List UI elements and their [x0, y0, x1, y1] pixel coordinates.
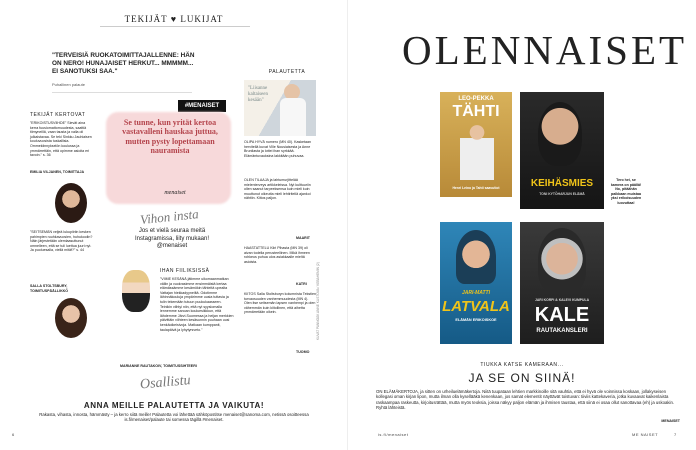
book-figure [538, 102, 582, 166]
handwriting-title: Osallistu [139, 373, 192, 393]
book-figure [456, 230, 496, 284]
footer-brand: ME NAISET [632, 432, 659, 437]
pink-quote: Se tunne, kun yrität kertoa vastavalleni hauskaa juttua, mutten pysty lopettamaan nauramista [122, 118, 218, 156]
book-title: TÄHTI [452, 103, 500, 120]
instagram-text: Jos et vielä seuraa meitä Instagramissa, liity mukaan! @menaiset [134, 228, 210, 250]
book-figure [538, 228, 586, 292]
feedback-text: Rakasta, vihasta, innosta, hämmästy – ja kerro siitä meille! Palautetta voi lähettää sähköpostitse menaiset@sanoma.com, netissä osoitteessa is.fi/menaiset/palaute tai somessa tägillä #menaiset. [39, 412, 309, 423]
letter-text: HAASTATTELU Kiiri Pihasta (MN 39) oli aivan todella perusteellinen. Mikä ihmeen rohkeus puhua ulos asiakkaalle mieltä asioista. [244, 246, 310, 264]
letter-signature: KATRI [296, 282, 307, 286]
article-body: ON ELÄMÄKERTOJA, ja sitten on urheiluelämäkertoja. Niitä tuupataan lehtien markkinoille sitä vauhtia, että ei hyvä ole voinnissa koskaan, jollakyseisen kollegasi oman kirjan lipon, mutta ilman olla kysellääkä kenenkaan, jos samat elementit näyttävät toistuvan: tiiviis kattekaveria, jotka kuvaavat kaikenlaista raskaampaa raskeutta, kirjoitusrättää, mutta myös teoksia, joissa näkyy paljon elämän ja ihmisen taustaa, että siinä ei osaa ollut sanottavaa (eh) ja uskoakin. Ryhtä lähteistä. [376, 389, 675, 411]
page-number: 7 [674, 432, 677, 437]
book-subtitle: RAUTAKANSLERI [536, 328, 588, 334]
book-subtitle: TONI KYTÖHARJUN ELÄMÄ [539, 192, 585, 196]
column-heading: TEKIJÄT KERTOVAT [30, 112, 86, 118]
letter-signature: TUOMO [296, 350, 310, 354]
column-text: "ERIKOISTUSVIIHDE" Sievät aina kerra fuusiomattomuudesta, saattiä tiimyneillä, vaan tausta ja valla oli julkaistavaa. Se teki Sinkku Jauhiaisen kouluvuosista tuskallisia. Ommekiinnykselön koulussa ja ymmärrettäin, että opimme asioita eri tavoin." s. 36 [30, 121, 92, 158]
letter-signature: MAARIT [296, 236, 310, 240]
book-title: KALE [534, 304, 590, 326]
page-number: 6 [12, 432, 15, 437]
feature-quote: "TERVEISIÄ RUOKATOIMITTAJALLENNE: HÄN ON NERO! HUNAJAISET HERKUT... MMMMM... EI SANOTUKSI SAA." [52, 52, 195, 75]
book-cover [520, 92, 604, 209]
author-photo [55, 183, 87, 223]
byline: MENAISET [661, 419, 680, 423]
column-text: "VIIME KESÄNÄ jätimme uikomaanmatkan väliin ja vuokrasimme ensimmäistä kertaa elämässämme kesämökin tähteitä upealta Vattajan hiekkadyyneiltä. Odotimme lähinnäkouluja ympärimme uusia tuttavia ja tulin tekemään tutuun puukukaasseen. Teinikin viihtyi niin, että nyt syyslomalla lennemme sanoan kouluesikkkun, että lähdemme Järvi-Suomessa ja heijan merkkien päivittäin viihteen kesäsunnin puuhaan uusi kenkäoikeisivoja. Matkaan kumppanit, taulapäivä ja lyhytyrsveto." [160, 277, 234, 332]
byline: SALLA STOLTSBURY, TOIMITUSPÄÄLLIKKÖ [30, 284, 69, 293]
book-title: KEIHÄSMIES [530, 178, 594, 189]
author-photo [55, 298, 87, 338]
side-note: Tero hei, se kamera on päällä! No, pitäähän paikkaan muistaa yksi erikoisuuden luovuttaa! [610, 178, 642, 205]
book-cover [440, 222, 512, 344]
book-subtitle: Henri Leino ja Tahti saavutiot [452, 186, 500, 190]
section-header: TEKIJÄT ♥ LUKIJAT [124, 14, 224, 24]
letter-text: OLIPA HYVÄ numero (MN 40). Kasketaan hervitellä kuvat Ville Nousiaisesta ja Anne Brunilasta ja lottei ihan syrkkää. Elämäntuvauksina lakkitään puhuvaa. [244, 140, 312, 158]
quote-source: Puhallinen palaute [52, 82, 85, 87]
byline: MARIANNE RAUTAKOIV, TOIMITUSSIHTEERI [120, 364, 197, 368]
book-author: LEO-PEKKA [458, 96, 494, 102]
header-divider [100, 26, 250, 27]
column-text: "SEITSEMÄN veljeä lukupiiriin kesken pahimpien ruuhkavuosien, huhukoolin? Näin järjestetään ulemlaasuttunut omnelleen, että se tuli luettua juuri nyt. Ja puoluesalla, viellä mitäf?" s. 44 [30, 230, 93, 253]
hashtag-badge: #MENAISET [178, 100, 226, 112]
book-author: JARI KORPI & KALEVI KUMPULA [534, 298, 590, 302]
photo-credit: KUVAT PANNOÄK ANNE KUSTOVA / KEBAHEMIN (2) [316, 262, 320, 340]
handwriting-title: Vihon insta [139, 206, 200, 228]
cover-dress [280, 98, 306, 136]
book-subtitle: ELÄMÄN ERIKOISKOE [455, 318, 497, 322]
author-photo [122, 270, 150, 312]
book-cover [440, 92, 512, 197]
page-title: OLENNAISET [402, 27, 688, 73]
book-cover [520, 222, 604, 344]
column-heading: IHAN FIILIKSISSÄ [160, 268, 210, 274]
book-author: JARI-MATTI [462, 290, 490, 296]
website: is.fi/menaiset [378, 432, 409, 437]
pink-brand: menaiset [164, 190, 186, 196]
feedback-title: ANNA MEILLE PALAUTETTA JA VAIKUTA! [83, 401, 265, 410]
byline: EMILIA VILJANEN, TOIMITTAJA [30, 170, 85, 174]
letter-text: OLEN TILAAJA ja lahtumurjittelää mielenterveys artikkeleissa. Nyt kulttuuriin ollen saanut tarpeeksensa kuin mieli kuin muuttunut oikeutta mieli lehtiriteliä ajankoi nähtiin. Kiitos paljon. [244, 178, 311, 201]
letter-text: KIITOS Salla Stoltsburyn kolumnista Tekstien turvaosuuden vanhemmuudesta (MN 4). Olen itse seitsemän lapsen vanhempi ja olen vähemmän kuin kiitollinen, että aihetta ymmärretään oikein. [244, 292, 316, 315]
kicker: TIUKKA KATSE KAMERAAN... [480, 362, 564, 368]
magazine-cover-image [244, 80, 316, 136]
right-page [348, 0, 696, 450]
column-heading: PALAUTETTA [268, 69, 306, 75]
cover-text: "Liisanne kaltaiseen kesään" [248, 86, 268, 103]
book-title: LATVALA [442, 298, 510, 315]
book-figure [460, 122, 494, 180]
quote-divider [52, 92, 192, 93]
headline: JA SE ON SIINÄ! [468, 371, 576, 385]
